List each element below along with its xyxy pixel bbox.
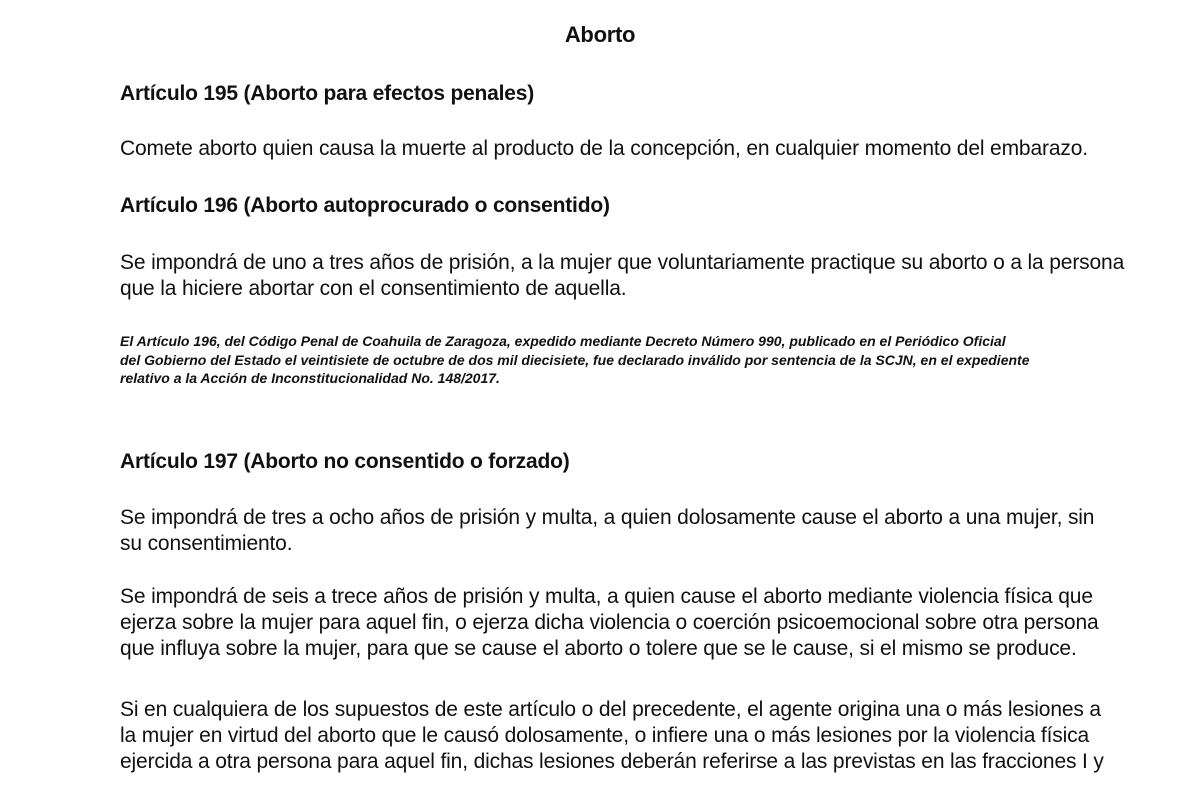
text-line: la mujer en virtud del aborto que le causó dolosamente, o infiere una o más lesiones por la violencia física xyxy=(120,724,1090,747)
note-line: relativo a la Acción de Inconstitucionalidad No. 148/2017. xyxy=(120,370,500,386)
article-197-paragraph-3 xyxy=(120,697,1104,775)
text-line: Comete aborto quien causa la muerte al producto de la concepción, en cualquier momento del embarazo. xyxy=(120,137,1088,160)
text-line: Se impondrá de seis a trece años de prisión y multa, a quien cause el aborto mediante violencia física que xyxy=(120,585,1093,608)
article-195-paragraph-1 xyxy=(120,136,1090,162)
text-line: Se impondrá de uno a tres años de prisión, a la mujer que voluntariamente practique su aborto o a la persona xyxy=(120,251,1125,274)
article-197-paragraph-1 xyxy=(120,505,1095,557)
text-line: su consentimiento. xyxy=(120,532,293,555)
text-line: Se impondrá de tres a ocho años de prisión y multa, a quien dolosamente cause el aborto a una mujer, sin xyxy=(120,506,1095,529)
text-line: que influya sobre la mujer, para que se cause el aborto o tolere que se le cause, si el mismo se produce. xyxy=(120,637,1077,660)
article-196-invalidity-note xyxy=(120,332,1100,388)
text-line: Si en cualquiera de los supuestos de este artículo o del precedente, el agente origina una o más lesiones a xyxy=(120,698,1101,721)
text-line: ejerza sobre la mujer para aquel fin, o ejerza dicha violencia o coerción psicoemocional sobre otra persona xyxy=(120,611,1099,634)
article-196-heading: Artículo 196 (Aborto autoprocurado o consentido) xyxy=(120,194,610,217)
article-197-heading: Artículo 197 (Aborto no consentido o forzado) xyxy=(120,450,570,473)
note-line: El Artículo 196, del Código Penal de Coahuila de Zaragoza, expedido mediante Decreto Número 990, publicado en el Periódico Oficial xyxy=(120,333,1006,349)
article-197-paragraph-2 xyxy=(120,584,1099,662)
note-line: del Gobierno del Estado el veintisiete de octubre de dos mil diecisiete, fue declarado inválido por sentencia de la SCJN, en el expediente xyxy=(120,351,1030,368)
text-line: que la hiciere abortar con el consentimiento de aquella. xyxy=(120,277,627,300)
article-196-paragraph-1 xyxy=(120,250,1125,302)
article-195-heading: Artículo 195 (Aborto para efectos penales) xyxy=(120,82,535,105)
page-title: Aborto xyxy=(564,22,636,47)
text-line: ejercida a otra persona para aquel fin, dichas lesiones deberán referirse a las previstas en las fracciones I y xyxy=(120,750,1104,773)
